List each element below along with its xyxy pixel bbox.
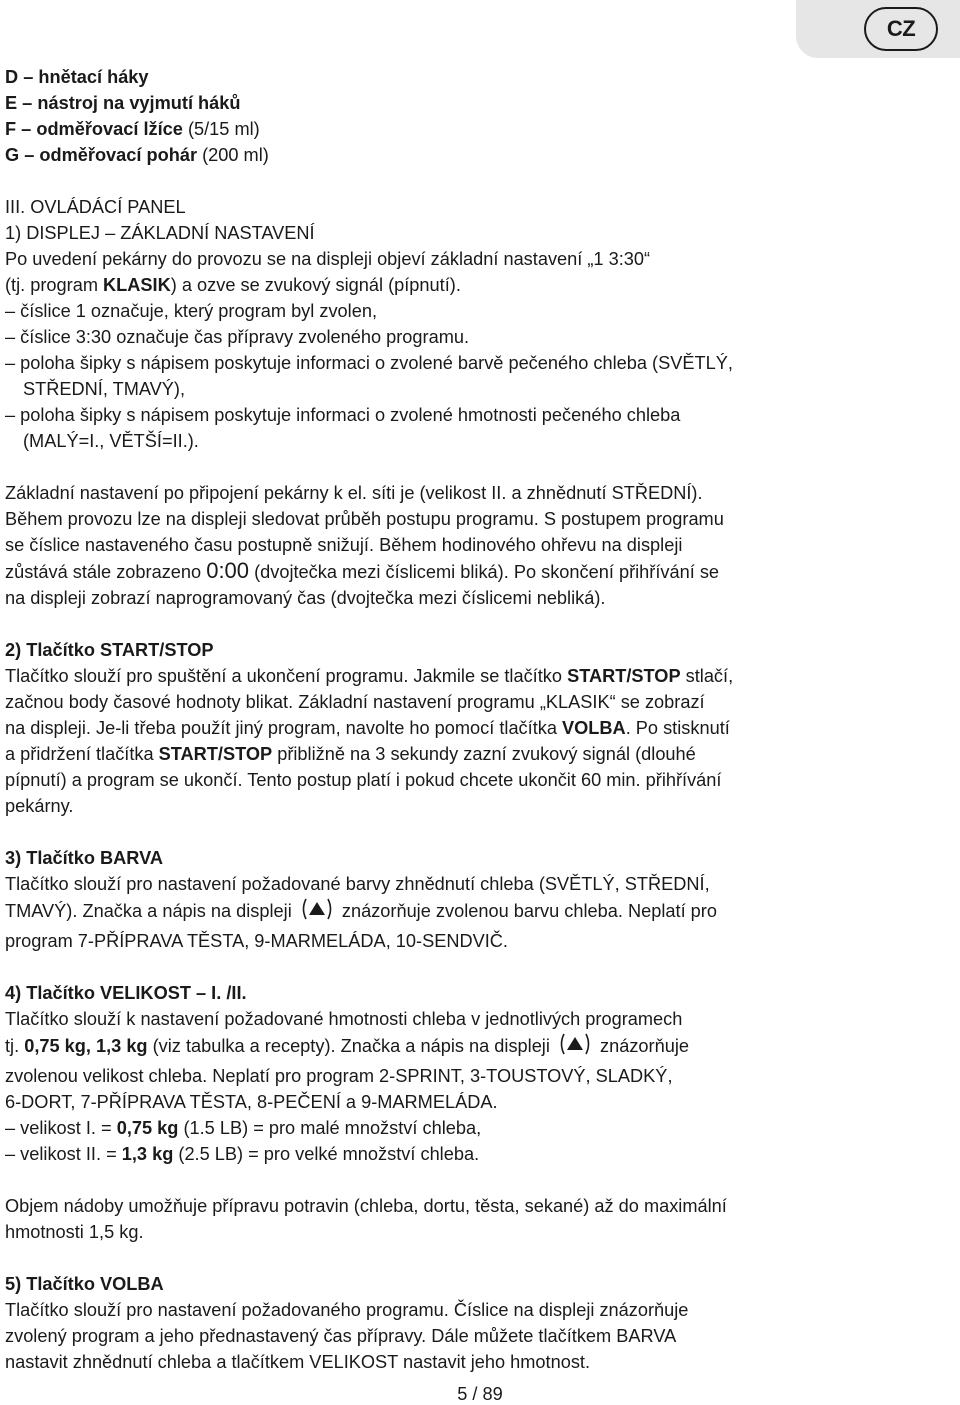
page-number: 5 / 89 bbox=[457, 1384, 503, 1404]
text-line: se číslice nastaveného času postupně snižují. Během hodinového ohřevu na displeji bbox=[5, 535, 683, 555]
text-line: začnou body časové hodnoty blikat. Základní nastavení programu „KLASIK“ se zobrazí bbox=[5, 692, 705, 712]
text-line: (tj. program KLASIK) a ozve se zvukový signál (pípnutí). bbox=[5, 275, 461, 295]
language-badge: CZ bbox=[864, 7, 938, 51]
section-heading-start-stop: 2) Tlačítko START/STOP bbox=[5, 640, 214, 660]
part-g: G – odměřovací pohár (200 ml) bbox=[5, 145, 269, 165]
text-line: TMAVÝ). Značka a nápis na displeji znázorňuje zvolenou barvu chleba. Neplatí pro bbox=[5, 897, 905, 928]
text-line: Tlačítko slouží k nastavení požadované hmotnosti chleba v jednotlivých programech bbox=[5, 1009, 683, 1029]
section-heading-volba: 5) Tlačítko VOLBA bbox=[5, 1274, 164, 1294]
part-f: F – odměřovací lžíce (5/15 ml) bbox=[5, 119, 260, 139]
list-item-cont: (MALÝ=I., VĚTŠÍ=II.). bbox=[23, 431, 199, 451]
part-e: E – nástroj na vyjmutí háků bbox=[5, 93, 241, 113]
text-line: pípnutí) a program se ukončí. Tento postup platí i pokud chcete ukončit 60 min. přihřívání bbox=[5, 770, 722, 790]
text-line: hmotnosti 1,5 kg. bbox=[5, 1222, 144, 1242]
text-line: Tlačítko slouží pro nastavení požadované barvy zhnědnutí chleba (SVĚTLÝ, STŘEDNÍ, bbox=[5, 874, 710, 894]
text-line: Objem nádoby umožňuje přípravu potravin (chleba, dortu, těsta, sekané) až do maximální bbox=[5, 1196, 727, 1216]
list-item: – číslice 3:30 označuje čas přípravy zvoleného programu. bbox=[5, 327, 470, 347]
text-line: Základní nastavení po připojení pekárny k el. síti je (velikost II. a zhnědnutí STŘEDNÍ). bbox=[5, 483, 703, 503]
list-item: – poloha šipky s nápisem poskytuje informaci o zvolené barvě pečeného chleba (SVĚTLÝ, bbox=[5, 353, 733, 373]
text-line: nastavit zhnědnutí chleba a tlačítkem VELIKOST nastavit jeho hmotnost. bbox=[5, 1352, 591, 1372]
page-content bbox=[5, 64, 905, 1375]
language-tab bbox=[796, 0, 960, 58]
text-line: Během provozu lze na displeji sledovat průběh postupu programu. S postupem programu bbox=[5, 509, 724, 529]
text-line: Tlačítko slouží pro nastavení požadovaného programu. Číslice na displeji znázorňuje bbox=[5, 1300, 689, 1320]
text-line: Tlačítko slouží pro spuštění a ukončení programu. Jakmile se tlačítko START/STOP stlačí, bbox=[5, 666, 734, 686]
text-line: na displeji. Je-li třeba použít jiný program, navolte ho pomocí tlačítka VOLBA. Po stisknutí bbox=[5, 718, 730, 738]
part-d: D – hnětací háky bbox=[5, 67, 149, 87]
text-line: pekárny. bbox=[5, 796, 74, 816]
text-line: a přidržení tlačítka START/STOP přibližně na 3 sekundy zazní zvukový signál (dlouhé bbox=[5, 744, 696, 764]
list-item-cont: STŘEDNÍ, TMAVÝ), bbox=[23, 379, 186, 399]
text-line: 6-DORT, 7-PŘÍPRAVA TĚSTA, 8-PEČENÍ a 9-MARMELÁDA. bbox=[5, 1092, 498, 1112]
subheading-display: 1) DISPLEJ – ZÁKLADNÍ NASTAVENÍ bbox=[5, 223, 315, 243]
section-heading-velikost: 4) Tlačítko VELIKOST – I. /II. bbox=[5, 983, 247, 1003]
list-item: – velikost I. = 0,75 kg (1.5 LB) = pro malé množství chleba, bbox=[5, 1118, 482, 1138]
text-line: program 7-PŘÍPRAVA TĚSTA, 9-MARMELÁDA, 10-SENDVIČ. bbox=[5, 931, 508, 951]
list-item: – číslice 1 označuje, který program byl zvolen, bbox=[5, 301, 378, 321]
section-heading-control-panel: III. OVLÁDÁCÍ PANEL bbox=[5, 197, 186, 217]
display-zero-time: 0:00 bbox=[206, 558, 250, 583]
list-item: – velikost II. = 1,3 kg (2.5 LB) = pro velké množství chleba. bbox=[5, 1144, 480, 1164]
list-item: – poloha šipky s nápisem poskytuje informaci o zvolené hmotnosti pečeného chleba bbox=[5, 405, 681, 425]
text-line: zvolenou velikost chleba. Neplatí pro program 2-SPRINT, 3-TOUSTOVÝ, SLADKÝ, bbox=[5, 1066, 673, 1086]
text-line: zůstává stále zobrazeno 0:00 (dvojtečka mezi číslicemi bliká). Po skončení přihřívání se bbox=[5, 558, 720, 583]
text-line: tj. 0,75 kg, 1,3 kg (viz tabulka a recepty). Značka a nápis na displeji znázorňuje bbox=[5, 1032, 905, 1063]
display-arrow-icon bbox=[299, 897, 335, 928]
section-heading-barva: 3) Tlačítko BARVA bbox=[5, 848, 163, 868]
text-line: Po uvedení pekárny do provozu se na displeji objeví základní nastavení „1 3:30“ bbox=[5, 249, 651, 269]
text-line: na displeji zobrazí naprogramovaný čas (dvojtečka mezi číslicemi nebliká). bbox=[5, 588, 606, 608]
text-line: zvolený program a jeho přednastavený čas přípravy. Dále můžete tlačítkem BARVA bbox=[5, 1326, 677, 1346]
display-arrow-icon bbox=[557, 1032, 593, 1063]
